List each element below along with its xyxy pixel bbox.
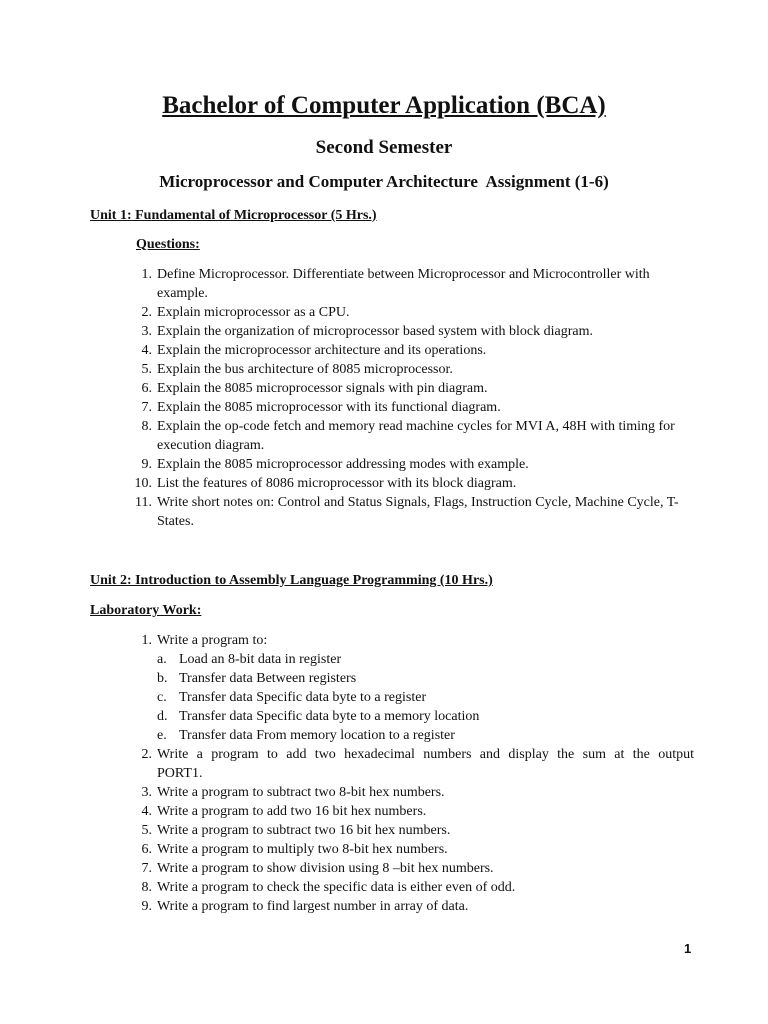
unit2-heading: Unit 2: Introduction to Assembly Language Programming (10 Hrs.)	[90, 573, 493, 588]
list-item: 4. Explain the microprocessor architecture and its operations.	[141, 343, 487, 358]
list-item: 10. List the features of 8086 microprocessor with its block diagram.	[134, 476, 517, 491]
list-item: 7. Explain the 8085 microprocessor with its functional diagram.	[141, 400, 501, 415]
list-item: 7. Write a program to show division using 8 –bit hex numbers.	[141, 861, 494, 876]
sub-list-item: e. Transfer data From memory location to a register	[157, 728, 455, 743]
list-item: 3. Write a program to subtract two 8-bit hex numbers.	[141, 785, 445, 800]
list-item: 2. Write a program to add two hexadecimal numbers and display the sum at the output PORT1.	[141, 747, 694, 781]
sub-list-item: c. Transfer data Specific data byte to a register	[157, 690, 427, 705]
list-item: 3. Explain the organization of microprocessor based system with block diagram.	[141, 324, 593, 339]
list-item: 9. Write a program to find largest number in array of data.	[141, 899, 469, 914]
sub-list	[132, 650, 694, 745]
list-item: 6. Write a program to multiply two 8-bit hex numbers.	[141, 842, 448, 857]
unit1-questions-label: Questions:	[136, 237, 200, 252]
list-item: 8. Explain the op-code fetch and memory read machine cycles for MVI A, 48H with timing for execution diagram.	[141, 419, 675, 453]
list-item: 11. Write short notes on: Control and Status Signals, Flags, Instruction Cycle, Machine Cycle, T-States.	[135, 495, 679, 529]
list-item: 4. Write a program to add two 16 bit hex numbers.	[141, 804, 427, 819]
list-item: 1. Write a program to: a. Load an 8-bit data in register b. Transfer data Between registers c. Transfer data Specific data byte to a register d. Transfer data Specific data byte to a memory location e. Transfer data From memory location to a register	[132, 631, 694, 745]
list-item: 1. Define Microprocessor. Differentiate between Microprocessor and Microcontroller with example.	[141, 267, 650, 301]
sub-list-item: a. Load an 8-bit data in register	[157, 652, 342, 667]
unit2-lab-label: Laboratory Work:	[90, 603, 202, 618]
course-heading: Microprocessor and Computer Architecture Assignment (1-6)	[159, 172, 609, 191]
semester-heading: Second Semester	[315, 137, 453, 158]
list-item: 5. Write a program to subtract two 16 bit hex numbers.	[141, 823, 451, 838]
list-item: 6. Explain the 8085 microprocessor signals with pin diagram.	[141, 381, 488, 396]
unit1-question-list	[132, 265, 694, 531]
unit2-lab-list	[132, 631, 694, 916]
list-item: 2. Explain microprocessor as a CPU.	[141, 305, 350, 320]
page-number: 1	[684, 941, 692, 956]
list-item: 5. Explain the bus architecture of 8085 microprocessor.	[141, 362, 453, 377]
unit1-heading: Unit 1: Fundamental of Microprocessor (5 Hrs.)	[90, 208, 377, 223]
sub-list-item: d. Transfer data Specific data byte to a memory location	[157, 709, 480, 724]
list-item: 9. Explain the 8085 microprocessor addressing modes with example.	[141, 457, 529, 472]
sub-list-item: b. Transfer data Between registers	[157, 671, 357, 686]
list-item: 8. Write a program to check the specific data is either even of odd.	[141, 880, 516, 895]
document-title: Bachelor of Computer Application (BCA)	[162, 92, 606, 119]
